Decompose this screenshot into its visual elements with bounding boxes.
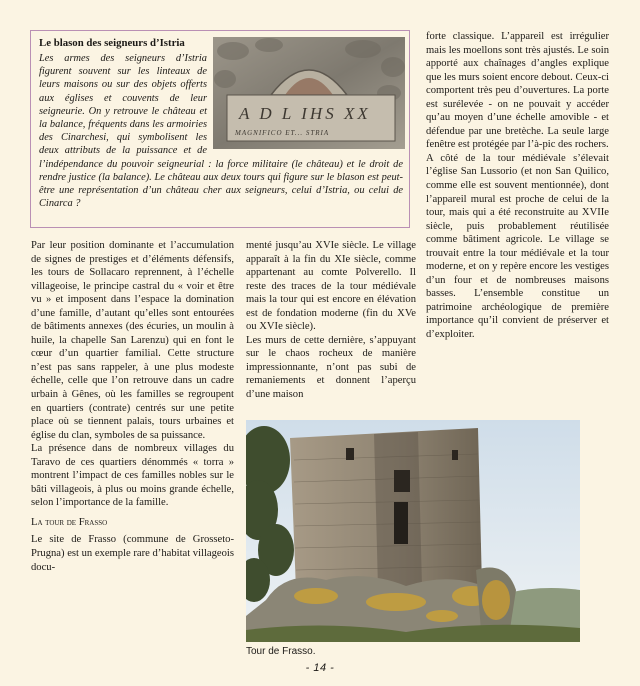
lintel-photo — [213, 37, 405, 149]
left-paragraph-2: La présence dans de nombreux villages du Taravo de ces quartiers dénommés « torra » montrent l’impact de ces familles nobles sur le bâti villageois, à plus ou moins grande échelle, selon l’importance de la famille. — [31, 443, 234, 509]
right-paragraph-2: A côté de la tour médiévale s’élevait l’église San Lussorio (et non San Quilico, comme elle est souvent mentionnée), dont l’appareil mural est proche de celui de la tour, mais qui a été reconstruite au XVIIe siècle, puis probablement réutilisée comme bâtiment agricole. Le village se trouvait entre la tour médiévale et la tour moderne, et on y repère encore les vestiges d’un four et de nombreuses maisons basses. L’ensemble constitue un patrimoine archéologique de première importance qu’il convient de préserver et d’exploiter. — [426, 152, 609, 341]
column-left — [31, 239, 234, 574]
column-middle — [246, 239, 416, 402]
lintel-inscription-1: A D L IHS XX — [239, 104, 371, 123]
column-right — [426, 30, 609, 342]
tower-photo-svg — [246, 420, 580, 642]
middle-paragraph-2: Les murs de cette dernière, s’appuyant sur le chaos rocheux de manière impressionnante, n’ont pas subi de remaniements et donnent l’aperçu d’une maison — [246, 334, 416, 401]
right-paragraph-1: forte classique. L’appareil est irrégulier mais les moellons sont très ajustés. Le soin apporté aux chaînages d’angles explique que les murs soient encore debout. Ceux-ci comportent très peu d’ouvertures. La porte est surélevée - on ne pouvait y accéder qu’au moyen d’une échelle amovible - et défendue par une bretèche. La seule large fenêtre est protégée par l’à-pic des rochers. — [426, 31, 609, 151]
lintel-photo-svg — [213, 37, 405, 149]
lintel-inscription-2: MAGNIFICO ET... STRIA — [235, 129, 330, 137]
sidebar-text-block — [39, 52, 403, 210]
sidebar-text: Les armes des seigneurs d’Istria figurent souvent sur les linteaux de leurs maisons ou sur des objets offerts aux églises et couvents de leur seigneurie. On y retrouve le château et la balance, fréquents dans les armoiries des Cinarchesi, qui symbolisent les deux attributs de la puissance et de l’indépendance du pouvoir seigneurial : la force militaire (le château) et le droit de rendre justice (la balance). Le château aux deux tours qui figure sur le blason est peut-être une représentation d’un château cher aux seigneurs, celui d’Istria, ou celui de Cinarca ? — [39, 53, 403, 210]
tower-photo — [246, 420, 580, 642]
left-paragraph-3: Le site de Frasso (commune de Grosseto-Prugna) est un exemple rare d’habitat villageois docu- — [31, 534, 234, 573]
sidebar-title: Le blason des seigneurs d’Istria — [39, 37, 185, 49]
middle-paragraph-1: menté jusqu’au XVIe siècle. Le village apparaît à la fin du XIe siècle, comme appartenant au comte Polverello. Il reste des traces de la tour médiévale mais la tour qui est encore en élévation est de fondation moderne (fin du XVe ou XVIe siècle). — [246, 240, 416, 333]
photo-caption: Tour de Frasso. — [246, 646, 316, 657]
sidebar-box — [30, 30, 410, 228]
page-number: - 14 - — [305, 662, 335, 674]
section-heading-frasso: La tour de Frasso — [31, 516, 108, 528]
left-paragraph-1: Par leur position dominante et l’accumulation de signes de prestiges et d’éléments défensifs, les tours de Sollacaro reprennent, à l’échelle villageoise, le principe castral du « voir et être vu » et imposent dans l’espace la domination d’une famille, d’autant qu’elles sont entourées de bâtiments annexes (des écuries, un moulin à huile, la chapelle San Larenzu) qui en font le cœur d’un quartier familial. Cette structure n’est pas sans rappeler, à une plus modeste échelle, celle que l’on retrouve dans un cadre urbain à Gênes, où les familles se regroupent en quartiers (contrate) centrés sur une petite place où se tiennent palais, tours urbaines et église du clan, symboles de sa puissance. — [31, 240, 234, 441]
